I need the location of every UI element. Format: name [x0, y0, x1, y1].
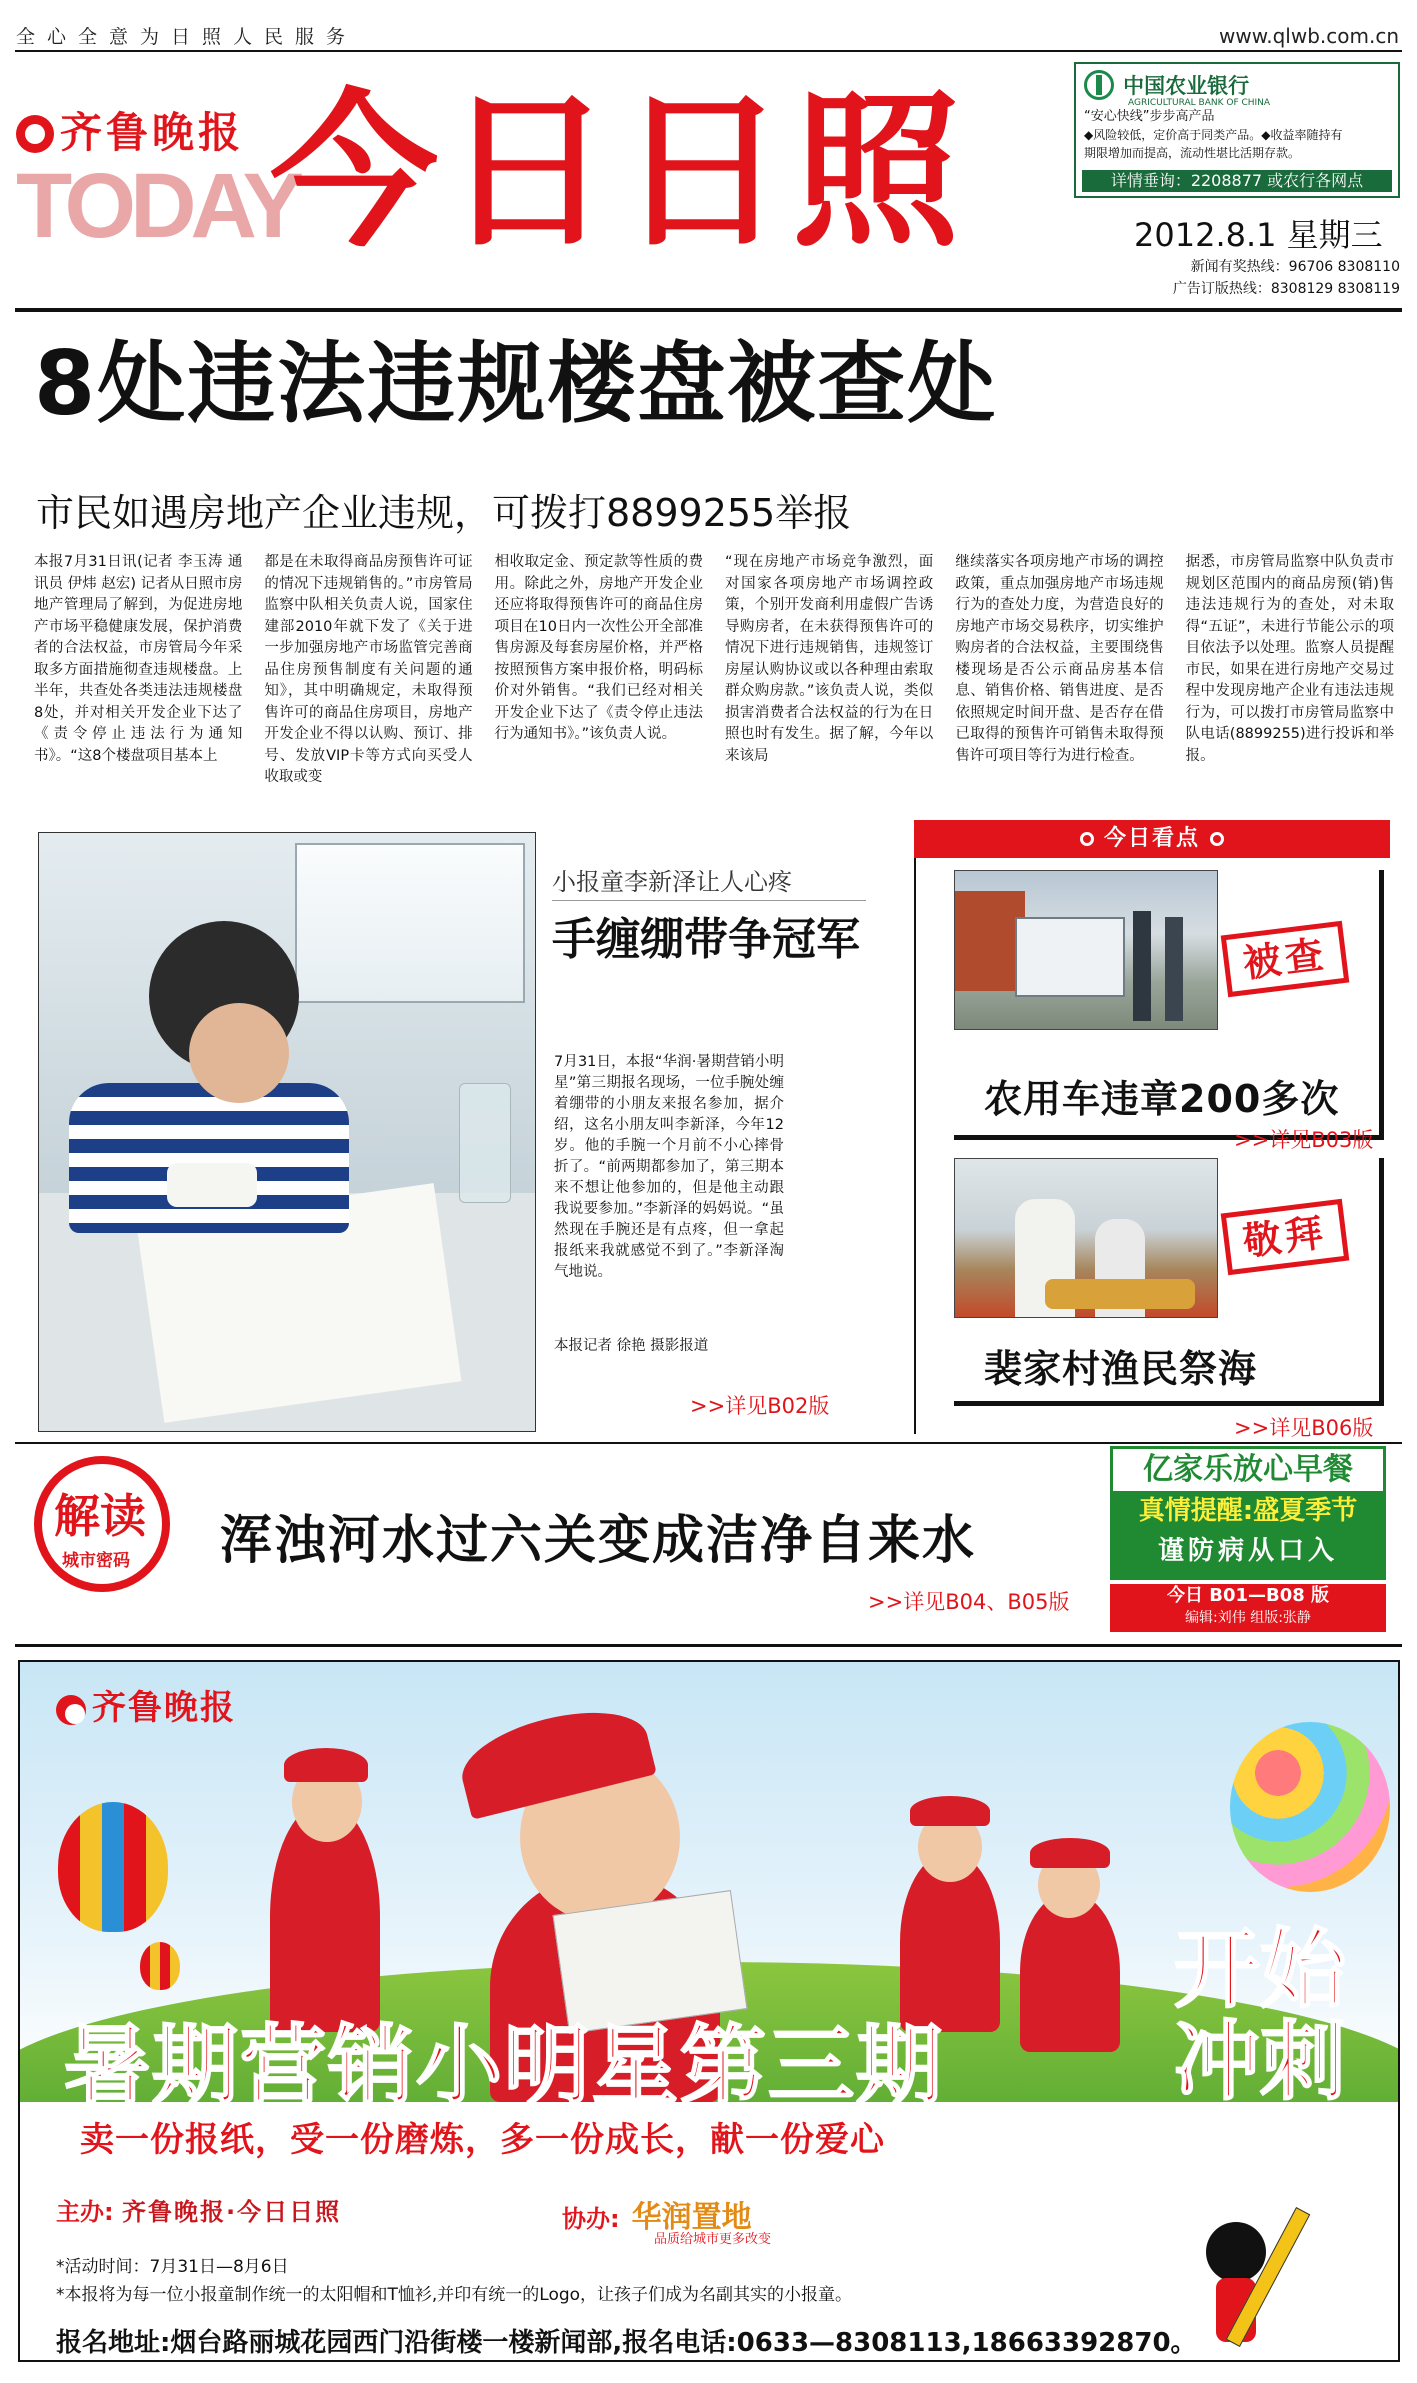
- bank-desc-2: 期限增加而提高，流动性堪比活期存款。: [1084, 146, 1301, 160]
- website-url[interactable]: www.qlwb.com.cn: [1219, 24, 1399, 48]
- promo-note-uniform: *本报将为每一位小报童制作统一的太阳帽和T恤衫,并印有统一的Logo，让孩子们成为名副其实的小报童。: [56, 2285, 853, 2305]
- story-body: 7月31日，本报“华润·暑期营销小明星”第三期报名现场，一位手腕处缠着绷带的小朋友来报名参加，据介绍，这名小朋友叫李新泽，今年12岁。他的手腕一个月前不小心摔骨折了。“前两期都参加了，第三期本来不想让他参加的，但是他主动跟我说要参加。”李新泽的妈妈说。“虽然现在手腕还是有点疼，但一拿起报纸来我就感觉不到了。”李新泽淘气地说。: [554, 1054, 784, 1280]
- photo-bandage: [167, 1163, 257, 1207]
- decode-more-link[interactable]: >>详见B04、B05版: [868, 1590, 1070, 1614]
- stamp-worship: 敬拜: [1221, 1199, 1350, 1275]
- highlight-card-fishermen[interactable]: [954, 1158, 1384, 1406]
- hotlines: [1158, 256, 1400, 300]
- photo-window: [295, 843, 525, 1003]
- promo-logo-text: 齐鲁晚报: [92, 1688, 236, 1728]
- breakfast-line-1: 真情提醒:盛夏季节: [1138, 1496, 1358, 1526]
- lead-column: “现在房地产市场竞争激烈，面对国家各项房地产市场调控政策，个别开发商利用虚假广告诱导购房者，在未获得预售许可的情况下进行违规销售，违规签订房屋认购协议或以各种理由索取群众购房款。”该负责人说，类似损害消费者合法权益的行为在日照也时有发生。据了解，今年以来该局: [724, 554, 934, 764]
- breakfast-ad[interactable]: [1110, 1446, 1386, 1580]
- masthead-slogan: 全心全意为日照人民服务: [16, 26, 358, 48]
- story-byline: 本报记者 徐艳 摄影报道: [554, 1338, 709, 1354]
- breakfast-title: 亿家乐放心早餐: [1113, 1449, 1383, 1491]
- highlights-header: [914, 820, 1390, 858]
- edition-editors: 编辑:刘伟 组版:张静: [1185, 1610, 1311, 1626]
- promo-title: 暑期营销小明星第三期: [64, 2016, 944, 2116]
- host-name: 齐鲁晚报·今日日照: [121, 2198, 342, 2226]
- edition-range: 今日 B01—B08 版: [1166, 1585, 1330, 1606]
- bank-name-en: AGRICULTURAL BANK OF CHINA: [1128, 98, 1271, 108]
- bank-desc-1: ◆风险较低，定价高于同类产品。◆收益率随持有: [1084, 128, 1343, 142]
- decode-seal-sub: 城市密码: [62, 1551, 130, 1571]
- boy-writing-photo[interactable]: [38, 832, 536, 1432]
- mascot-head: [1206, 2222, 1266, 2282]
- kid-cap: [1030, 1838, 1110, 1868]
- balloon-cluster: [1230, 1722, 1390, 1892]
- hot-air-balloon-small: [140, 1942, 180, 1990]
- promo-signup-info[interactable]: 报名地址:烟台路丽城花园西门沿街楼一楼新闻部,报名电话:0633—8308113,18663392870。: [56, 2328, 1197, 2358]
- co-name: 华润置地: [631, 2200, 752, 2235]
- highlight-more-link[interactable]: >>详见B03版: [1234, 1128, 1374, 1152]
- kicker-rule: [552, 900, 866, 901]
- highlight-more-link[interactable]: >>详见B06版: [1234, 1416, 1374, 1440]
- issue-date: 2012.8.1 星期三: [1134, 216, 1383, 254]
- truck-photo: [954, 870, 1218, 1030]
- promo-cta: 开始冲刺: [1174, 1920, 1346, 2112]
- photo-truck-cab: [1015, 917, 1125, 997]
- paper-name: 齐鲁晚报: [60, 108, 245, 157]
- highlight-title: 农用车违章200多次: [984, 1077, 1340, 1121]
- lead-subhead: 市民如遇房地产企业违规，可拨打8899255举报: [36, 491, 852, 535]
- decode-headline[interactable]: 浑浊河水过六关变成洁净自来水: [220, 1511, 977, 1571]
- decode-seal-title: 解读: [54, 1489, 146, 1543]
- promo-logo: [56, 1680, 236, 1729]
- paper-logo-icon: [56, 1695, 86, 1725]
- host-label: 主办:: [56, 2198, 114, 2226]
- section-rule: [15, 1442, 1402, 1444]
- target-icon: [1080, 832, 1094, 846]
- top-rule: [15, 50, 1402, 52]
- kid-cap: [910, 1796, 990, 1826]
- promo-note-time: *活动时间：7月31日—8月6日: [56, 2257, 289, 2277]
- news-hotline: 新闻有奖热线：96706 8308110: [1190, 259, 1400, 275]
- bank-product: “安心快线”步步高产品: [1084, 109, 1215, 124]
- promo-host: [56, 2192, 341, 2227]
- photo-officer: [1133, 911, 1151, 1021]
- bank-logo-icon: [1084, 70, 1114, 100]
- section-rule: [15, 1644, 1402, 1647]
- photo-offering: [1045, 1279, 1195, 1309]
- story-headline[interactable]: 手缠绷带争冠军: [552, 914, 860, 965]
- masthead-title: 今日日照: [270, 74, 966, 270]
- story-more-link[interactable]: >>详见B02版: [690, 1394, 830, 1418]
- lead-column: 本报7月31日讯(记者 李玉涛 通讯员 伊炜 赵宏) 记者从日照市房地产管理局了解到，为促进房地产市场平稳健康发展，保护消费者的合法权益，市房管局今年采取多方面措施彻查违规楼盘。上半年，共查处各类违法违规楼盘8处，并对相关开发企业下达了《责令停止违法行为通知书》。“这8个楼盘项目基本上: [34, 554, 243, 764]
- photo-face: [189, 1003, 289, 1103]
- highlight-title: 裴家村渔民祭海: [984, 1347, 1258, 1391]
- edition-box: [1110, 1584, 1386, 1632]
- today-logo: TODAY: [16, 155, 298, 257]
- story-kicker: 小报童李新泽让人心疼: [552, 868, 792, 896]
- photo-officer: [1165, 917, 1183, 1021]
- co-label: 协办:: [562, 2205, 620, 2233]
- paper-logo: [16, 100, 244, 160]
- photo-shirt: [69, 1083, 349, 1233]
- bank-ad[interactable]: [1074, 62, 1400, 198]
- masthead-rule: [15, 308, 1402, 312]
- stamp-investigated: 被查: [1221, 921, 1350, 997]
- paper-logo-icon: [16, 115, 54, 153]
- lead-body: [34, 552, 1394, 822]
- kid-cap: [284, 1748, 368, 1782]
- target-icon: [1210, 832, 1224, 846]
- decode-seal: [34, 1456, 170, 1592]
- lead-column: 相收取定金、预定款等性质的费用。除此之外，房地产开发企业还应将取得预售许可的商品住房项目在10日内一次性公开全部准售房源及每套房屋价格，并严格按照预售方案申报价格，明码标价对外销售。“我们已经对相关开发企业下达了《责令停止违法行为通知书》。”该负责人说。: [494, 554, 703, 742]
- photo-bottle: [459, 1083, 511, 1203]
- lead-column: 都是在未取得商品房预售许可证的情况下违规销售的。”市房管局监察中队相关负责人说，国家住建部2010年就下发了《关于进一步加强房地产市场监管完善商品住房预售制度有关问题的通知》，其中明确规定，未取得预售许可的商品住房项目，房地产开发企业不得以认购、预订、排号、发放VIP卡等方式向买受人收取或变: [264, 554, 473, 785]
- highlights-label: 今日看点: [1103, 826, 1200, 851]
- lead-column: 继续落实各项房地产市场的调控政策，重点加强房地产市场违规行为的查处力度，为营造良好的房地产市场交易秩序，切实维护购房者的合法权益，主要围绕售楼现场是否公示商品房基本信息、销售价格、销售进度、是否依照规定时间开盘、是否存在借已取得的预售许可销售未取得预售许可项目等行为进行检查。: [955, 554, 1164, 764]
- bank-name: 中国农业银行: [1123, 74, 1250, 98]
- co-tagline: 品质给城市更多改变: [654, 2232, 772, 2247]
- fishermen-photo: [954, 1158, 1218, 1318]
- lead-column: 据悉，市房管局监察中队负责市规划区范围内的商品房预(销)售违法违规行为的查处，对未取得“五证”，未进行节能公示的项目依法予以处理。监察人员提醒市民，如果在进行房地产交易过程中发现房地产企业有违法违规行为，可以拨打市房管局监察中队电话(8899255)进行投诉和举报。: [1185, 554, 1394, 764]
- breakfast-line-2: 谨防病从口入: [1157, 1536, 1338, 1566]
- hot-air-balloon: [58, 1802, 168, 1932]
- highlight-card-truck[interactable]: [954, 870, 1384, 1140]
- ad-hotline: 广告订版热线：8308129 8308119: [1172, 281, 1400, 297]
- bank-contact: 详情垂询：2208877 或农行各网点: [1082, 170, 1392, 192]
- lead-headline[interactable]: 8处违法违规楼盘被查处: [34, 332, 998, 435]
- promo-slogan: 卖一份报纸，受一份磨炼，多一份成长，献一份爱心: [80, 2120, 885, 2160]
- promo-ad[interactable]: [18, 1660, 1400, 2362]
